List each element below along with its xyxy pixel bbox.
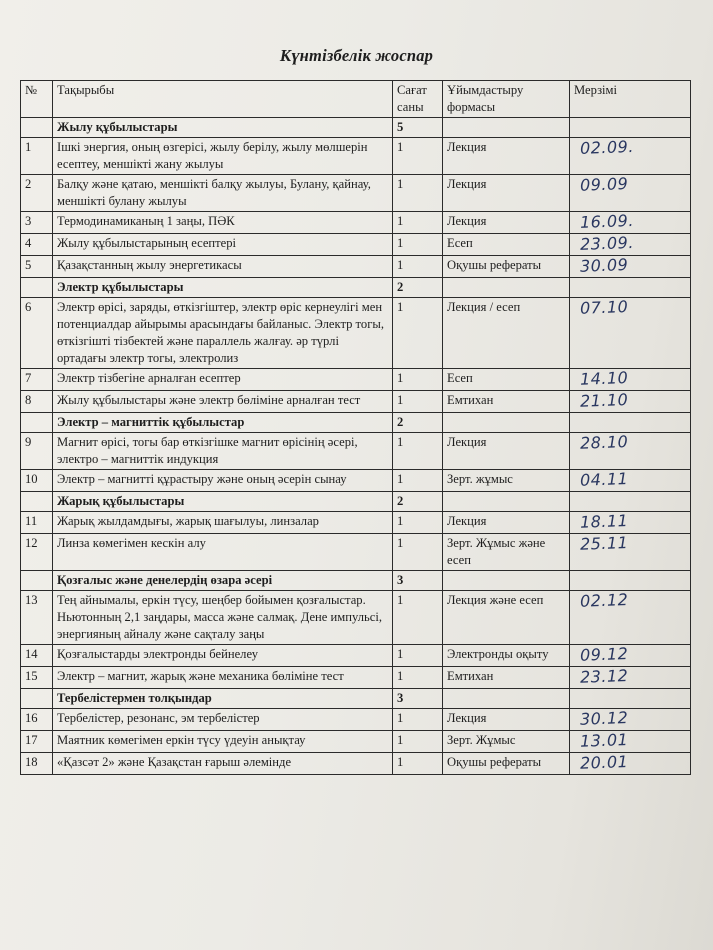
handwritten-date: 04.11 (579, 469, 629, 490)
row-hours: 1 (393, 512, 443, 534)
row-date (570, 645, 691, 667)
row-form (443, 278, 570, 298)
row-hours: 1 (393, 369, 443, 391)
table-row (21, 470, 691, 492)
table-row (21, 753, 691, 775)
row-form: Зерт. жұмыс (443, 470, 570, 492)
row-date (570, 534, 691, 571)
row-num: 2 (21, 175, 53, 212)
row-topic: Жылу құбылыстары және электр бөліміне арналған тест (53, 391, 393, 413)
row-hours: 1 (393, 298, 443, 369)
row-topic: Қозғалыстарды электронды бейнелеу (53, 645, 393, 667)
row-date (570, 369, 691, 391)
row-num (21, 118, 53, 138)
table-row (21, 667, 691, 689)
section-title: Тербелістермен толқындар (53, 689, 393, 709)
table-header-row (21, 81, 691, 118)
row-hours: 1 (393, 433, 443, 470)
row-num: 6 (21, 298, 53, 369)
handwritten-date: 14.10 (579, 368, 629, 389)
table-row (21, 256, 691, 278)
section-hours: 3 (393, 689, 443, 709)
table-row (21, 534, 691, 571)
row-form: Емтихан (443, 667, 570, 689)
row-topic: Жылу құбылыстарының есептері (53, 234, 393, 256)
header-num: № (21, 81, 53, 118)
row-num: 18 (21, 753, 53, 775)
row-date (570, 689, 691, 709)
handwritten-date: 23.09. (579, 232, 635, 254)
handwritten-date: 23.12 (579, 666, 629, 687)
row-form: Электронды оқыту (443, 645, 570, 667)
row-form: Лекция (443, 212, 570, 234)
row-form: Лекция / есеп (443, 298, 570, 369)
section-title: Электр – магниттік құбылыстар (53, 413, 393, 433)
row-hours: 1 (393, 667, 443, 689)
table-row (21, 175, 691, 212)
row-num: 17 (21, 731, 53, 753)
handwritten-date: 09.09 (579, 174, 629, 195)
header-date: Мерзімі (570, 81, 691, 118)
row-date (570, 256, 691, 278)
table-row (21, 512, 691, 534)
handwritten-date: 30.09 (579, 255, 629, 276)
row-hours: 1 (393, 470, 443, 492)
handwritten-date: 07.10 (579, 297, 629, 318)
row-topic: Электр тізбегіне арналған есептер (53, 369, 393, 391)
row-date (570, 571, 691, 591)
row-date (570, 278, 691, 298)
row-num: 3 (21, 212, 53, 234)
row-form: Лекция (443, 433, 570, 470)
row-num: 8 (21, 391, 53, 413)
section-hours: 5 (393, 118, 443, 138)
section-row (21, 492, 691, 512)
row-form: Емтихан (443, 391, 570, 413)
row-date (570, 138, 691, 175)
row-date (570, 591, 691, 645)
table-row (21, 645, 691, 667)
row-hours: 1 (393, 234, 443, 256)
row-form: Лекция (443, 175, 570, 212)
row-num: 9 (21, 433, 53, 470)
row-hours: 1 (393, 709, 443, 731)
row-date (570, 212, 691, 234)
handwritten-date: 09.12 (579, 644, 629, 665)
table-row (21, 433, 691, 470)
section-row (21, 571, 691, 591)
row-date (570, 391, 691, 413)
row-hours: 1 (393, 391, 443, 413)
header-form: Ұйымдастыру формасы (443, 81, 570, 118)
row-topic: Электр – магнит, жарық және механика бөліміне тест (53, 667, 393, 689)
handwritten-date: 30.12 (579, 708, 629, 729)
row-num: 13 (21, 591, 53, 645)
section-title: Жылу құбылыстары (53, 118, 393, 138)
section-hours: 2 (393, 278, 443, 298)
row-topic: Магнит өрісі, тогы бар өткізгішке магнит өрісінің әсері, электро – магниттік индукция (53, 433, 393, 470)
row-form: Есеп (443, 234, 570, 256)
section-hours: 2 (393, 413, 443, 433)
row-num (21, 689, 53, 709)
row-date (570, 512, 691, 534)
table-row (21, 212, 691, 234)
row-date (570, 470, 691, 492)
row-date (570, 492, 691, 512)
row-hours: 1 (393, 138, 443, 175)
table-row (21, 591, 691, 645)
row-topic: Тең айнымалы, еркін түсу, шеңбер бойымен қозғалыстар. Ньютонның 2,1 заңдары, масса және салмақ. Дене импульсі, энергияның айналу және сақталу заңы (53, 591, 393, 645)
row-form: Есеп (443, 369, 570, 391)
row-hours: 1 (393, 645, 443, 667)
row-form (443, 413, 570, 433)
row-form: Лекция (443, 512, 570, 534)
handwritten-date: 25.11 (579, 533, 629, 554)
handwritten-date: 02.09. (579, 136, 635, 158)
row-form (443, 492, 570, 512)
header-hours: Сағат саны (393, 81, 443, 118)
schedule-table (20, 80, 691, 775)
section-row (21, 278, 691, 298)
row-num: 1 (21, 138, 53, 175)
section-title: Жарық құбылыстары (53, 492, 393, 512)
row-hours: 1 (393, 591, 443, 645)
row-num: 14 (21, 645, 53, 667)
row-date (570, 175, 691, 212)
row-form: Лекция (443, 138, 570, 175)
table-row (21, 709, 691, 731)
row-form: Лекция және есеп (443, 591, 570, 645)
row-num: 5 (21, 256, 53, 278)
handwritten-date: 28.10 (579, 432, 629, 453)
row-hours: 1 (393, 175, 443, 212)
row-num: 10 (21, 470, 53, 492)
row-num (21, 571, 53, 591)
section-hours: 2 (393, 492, 443, 512)
row-topic: Термодинамиканың 1 заңы, ПӘК (53, 212, 393, 234)
handwritten-date: 20.01 (579, 752, 629, 773)
table-row (21, 731, 691, 753)
handwritten-date: 16.09. (579, 210, 635, 232)
header-topic: Тақырыбы (53, 81, 393, 118)
row-num: 4 (21, 234, 53, 256)
section-row (21, 118, 691, 138)
row-topic: «Қазсәт 2» және Қазақстан ғарыш әлемінде (53, 753, 393, 775)
row-date (570, 234, 691, 256)
table-row (21, 138, 691, 175)
section-row (21, 689, 691, 709)
row-date (570, 709, 691, 731)
table-row (21, 369, 691, 391)
row-hours: 1 (393, 753, 443, 775)
row-date (570, 298, 691, 369)
row-hours: 1 (393, 212, 443, 234)
row-topic: Ішкі энергия, оның өзгерісі, жылу берілу, жылу мөлшерін есептеу, меншікті жану жылуы (53, 138, 393, 175)
row-form (443, 571, 570, 591)
row-form: Оқушы рефераты (443, 256, 570, 278)
row-date (570, 753, 691, 775)
handwritten-date: 18.11 (579, 511, 629, 532)
row-topic: Линза көмегімен кескін алу (53, 534, 393, 571)
row-topic: Электр өрісі, заряды, өткізгіштер, электр өріс кернеулігі мен потенциалдар айырымы арасындағы байланыс. Электр тогы, өткізгішті тізбектей және параллель жалғау. әр түрлі ортадағы электр тогы, электролиз (53, 298, 393, 369)
row-hours: 1 (393, 731, 443, 753)
row-form: Лекция (443, 709, 570, 731)
row-topic: Балқу және қатаю, меншікті балқу жылуы, Булану, қайнау, меншікті булану жылуы (53, 175, 393, 212)
row-num: 16 (21, 709, 53, 731)
row-form: Зерт. Жұмыс (443, 731, 570, 753)
row-topic: Қазақстанның жылу энергетикасы (53, 256, 393, 278)
row-num: 15 (21, 667, 53, 689)
row-num (21, 413, 53, 433)
row-form: Оқушы рефераты (443, 753, 570, 775)
row-hours: 1 (393, 534, 443, 571)
handwritten-date: 02.12 (579, 590, 629, 611)
row-form: Зерт. Жұмыс және есеп (443, 534, 570, 571)
row-topic: Маятник көмегімен еркін түсу үдеуін анықтау (53, 731, 393, 753)
row-topic: Тербелістер, резонанс, эм тербелістер (53, 709, 393, 731)
row-topic: Жарық жылдамдығы, жарық шағылуы, линзалар (53, 512, 393, 534)
row-num: 12 (21, 534, 53, 571)
row-date (570, 667, 691, 689)
row-date (570, 413, 691, 433)
page-title: Күнтізбелік жоспар (279, 46, 434, 65)
row-num (21, 278, 53, 298)
section-row (21, 413, 691, 433)
row-hours: 1 (393, 256, 443, 278)
table-row (21, 391, 691, 413)
row-form (443, 689, 570, 709)
row-date (570, 118, 691, 138)
handwritten-date: 21.10 (579, 390, 629, 411)
row-num: 11 (21, 512, 53, 534)
table-row (21, 298, 691, 369)
row-num (21, 492, 53, 512)
section-title: Қозғалыс және денелердің өзара әсері (53, 571, 393, 591)
row-date (570, 433, 691, 470)
row-date (570, 731, 691, 753)
row-form (443, 118, 570, 138)
row-topic: Электр – магнитті құрастыру және оның әсерін сынау (53, 470, 393, 492)
section-hours: 3 (393, 571, 443, 591)
table-row (21, 234, 691, 256)
handwritten-date: 13.01 (579, 730, 629, 751)
row-num: 7 (21, 369, 53, 391)
section-title: Электр құбылыстары (53, 278, 393, 298)
